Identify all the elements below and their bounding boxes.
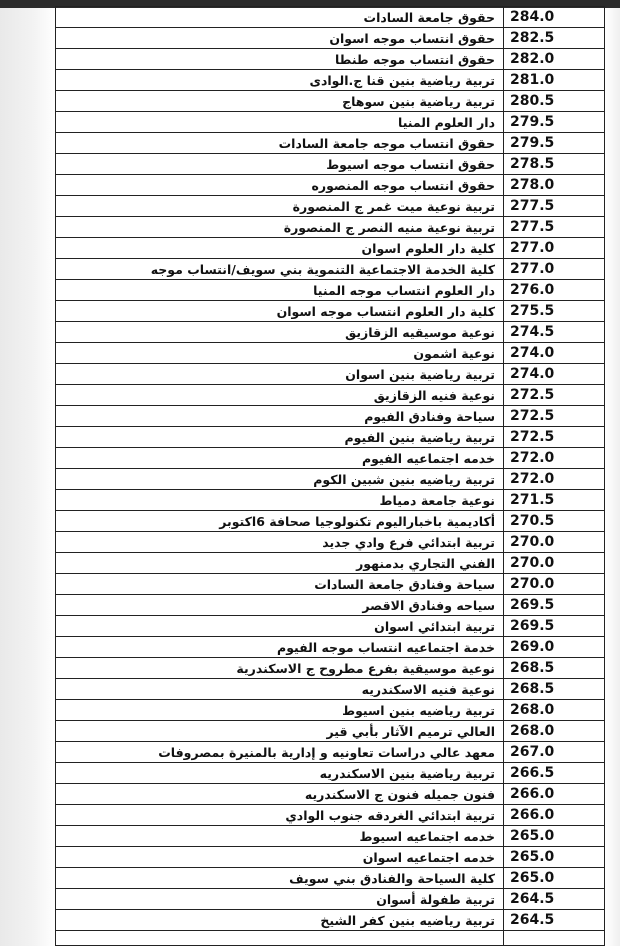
faculty-name-cell: حقوق انتساب موجه طنطا [56, 49, 504, 70]
faculty-name-cell: خدمه اجتماعيه اسوان [56, 847, 504, 868]
faculty-name-cell: تربية رياضيه بنين شبين الكوم [56, 469, 504, 490]
table-row [56, 763, 605, 784]
score-cell: 266.0 [504, 784, 605, 805]
faculty-name-cell: تربية رياضية بنين اسوان [56, 364, 504, 385]
score-cell: 282.0 [504, 49, 605, 70]
faculty-name-cell: نوعية اشمون [56, 343, 504, 364]
faculty-name-cell: أكاديمية باخباراليوم تكنولوجيا صحافة 6اكتوبر [56, 511, 504, 532]
faculty-name-cell: تربية ابتدائي فرع وادي جديد [56, 532, 504, 553]
faculty-name-cell: تربية طفولة أسوان [56, 889, 504, 910]
score-cell: 277.0 [504, 259, 605, 280]
faculty-name-cell: حقوق انتساب موجه المنصوره [56, 175, 504, 196]
faculty-name-cell: حقوق جامعة السادات [56, 7, 504, 28]
table-row [56, 742, 605, 763]
faculty-name-cell: تربية ابتدائي الغردقه جنوب الوادي [56, 805, 504, 826]
table-row [56, 301, 605, 322]
score-cell: 267.0 [504, 742, 605, 763]
table-row [56, 154, 605, 175]
score-cell: 268.5 [504, 679, 605, 700]
score-cell: 272.0 [504, 448, 605, 469]
score-cell: 276.0 [504, 280, 605, 301]
faculty-name-cell: دار العلوم انتساب موجه المنيا [56, 280, 504, 301]
faculty-name-cell: سياحه وفنادق الاقصر [56, 595, 504, 616]
table-row [56, 679, 605, 700]
table-row [56, 238, 605, 259]
score-cell: 269.0 [504, 637, 605, 658]
score-cell: 279.5 [504, 133, 605, 154]
cutoff-cell [504, 931, 605, 946]
table-row [56, 616, 605, 637]
score-cell: 274.5 [504, 322, 605, 343]
faculty-name-cell: تربية رياضية بنين الاسكندريه [56, 763, 504, 784]
faculty-name-cell: تربية رياضية بنين الفيوم [56, 427, 504, 448]
faculty-name-cell: تربية نوعية ميت غمر ج المنصورة [56, 196, 504, 217]
score-cell: 278.5 [504, 154, 605, 175]
table-row [56, 259, 605, 280]
faculty-name-cell: كلية الخدمة الاجتماعية التنموية بني سويف/انتساب موجه [56, 259, 504, 280]
faculty-name-cell: حقوق انتساب موجه جامعة السادات [56, 133, 504, 154]
document-page [55, 6, 605, 946]
table-row [56, 112, 605, 133]
table-row [56, 406, 605, 427]
table-row [56, 889, 605, 910]
score-cell: 266.0 [504, 805, 605, 826]
faculty-name-cell: تربية رياضية بنين قنا ج.الوادى [56, 70, 504, 91]
score-cell: 268.0 [504, 700, 605, 721]
faculty-name-cell: تربية رياضية بنين سوهاج [56, 91, 504, 112]
table-row [56, 280, 605, 301]
table-row [56, 322, 605, 343]
score-cell: 264.5 [504, 910, 605, 931]
faculty-name-cell: خدمه اجتماعيه اسيوط [56, 826, 504, 847]
score-cell: 279.5 [504, 112, 605, 133]
faculty-name-cell: تربية رياضيه بنين كفر الشيخ [56, 910, 504, 931]
table-row [56, 595, 605, 616]
table-row [56, 91, 605, 112]
score-cell: 272.0 [504, 469, 605, 490]
faculty-name-cell: نوعية جامعة دمياط [56, 490, 504, 511]
faculty-name-cell: العالي ترميم الآثار بأبي قير [56, 721, 504, 742]
score-cell: 264.5 [504, 889, 605, 910]
table-row [56, 490, 605, 511]
faculty-name-cell: سياحة وفنادق جامعة السادات [56, 574, 504, 595]
table-row [56, 511, 605, 532]
scores-table-body [56, 7, 605, 946]
faculty-name-cell: فنون جميله فنون ج الاسكندريه [56, 784, 504, 805]
faculty-name-cell: سياحة وفنادق الفيوم [56, 406, 504, 427]
faculty-name-cell: خدمة اجتماعيه انتساب موجه الفيوم [56, 637, 504, 658]
score-cell: 268.0 [504, 721, 605, 742]
score-cell: 271.5 [504, 490, 605, 511]
table-row [56, 175, 605, 196]
score-cell: 278.0 [504, 175, 605, 196]
cutoff-cell [56, 931, 504, 946]
table-row [56, 469, 605, 490]
score-cell: 275.5 [504, 301, 605, 322]
score-cell: 266.5 [504, 763, 605, 784]
score-cell: 277.5 [504, 217, 605, 238]
faculty-name-cell: كلية السياحة والفنادق بني سويف [56, 868, 504, 889]
score-cell: 272.5 [504, 406, 605, 427]
score-cell: 280.5 [504, 91, 605, 112]
score-cell: 272.5 [504, 385, 605, 406]
table-row [56, 700, 605, 721]
faculty-name-cell: كلية دار العلوم اسوان [56, 238, 504, 259]
faculty-name-cell: كلية دار العلوم انتساب موجه اسوان [56, 301, 504, 322]
table-row [56, 868, 605, 889]
table-row [56, 343, 605, 364]
score-cell: 284.0 [504, 7, 605, 28]
table-row [56, 385, 605, 406]
score-cell: 269.5 [504, 595, 605, 616]
score-cell: 270.0 [504, 532, 605, 553]
score-cell: 268.5 [504, 658, 605, 679]
table-row [56, 826, 605, 847]
table-row [56, 217, 605, 238]
table-row [56, 448, 605, 469]
table-row [56, 364, 605, 385]
faculty-name-cell: حقوق انتساب موجه اسوان [56, 28, 504, 49]
table-row [56, 70, 605, 91]
score-cell: 270.0 [504, 574, 605, 595]
score-cell: 277.0 [504, 238, 605, 259]
table-row [56, 28, 605, 49]
table-row [56, 784, 605, 805]
score-cell: 265.0 [504, 826, 605, 847]
left-page-margin [0, 8, 56, 946]
score-cell: 265.0 [504, 868, 605, 889]
faculty-name-cell: نوعية فنيه الزقازيق [56, 385, 504, 406]
table-row [56, 910, 605, 931]
table-row [56, 532, 605, 553]
table-row [56, 637, 605, 658]
table-row [56, 553, 605, 574]
score-cell: 265.0 [504, 847, 605, 868]
faculty-name-cell: نوعية موسيقية بفرع مطروح ج الاسكندرية [56, 658, 504, 679]
score-cell: 269.5 [504, 616, 605, 637]
table-row [56, 847, 605, 868]
table-row [56, 805, 605, 826]
score-cell: 272.5 [504, 427, 605, 448]
score-cell: 270.0 [504, 553, 605, 574]
faculty-name-cell: تربية رياضيه بنين اسيوط [56, 700, 504, 721]
faculty-name-cell: حقوق انتساب موجه اسيوط [56, 154, 504, 175]
scores-table [55, 6, 605, 946]
table-row [56, 7, 605, 28]
table-row [56, 427, 605, 448]
score-cell: 281.0 [504, 70, 605, 91]
right-page-margin [606, 8, 620, 946]
faculty-name-cell: دار العلوم المنيا [56, 112, 504, 133]
faculty-name-cell: تربية نوعية منيه النصر ج المنصورة [56, 217, 504, 238]
table-row-cutoff [56, 931, 605, 946]
score-cell: 282.5 [504, 28, 605, 49]
table-row [56, 658, 605, 679]
faculty-name-cell: نوعية فنيه الاسكندريه [56, 679, 504, 700]
table-row [56, 196, 605, 217]
faculty-name-cell: نوعية موسيقيه الزقازيق [56, 322, 504, 343]
score-cell: 277.5 [504, 196, 605, 217]
faculty-name-cell: خدمه اجتماعيه الفيوم [56, 448, 504, 469]
faculty-name-cell: معهد عالي دراسات تعاونيه و إدارية بالمنيرة بمصروفات [56, 742, 504, 763]
table-row [56, 721, 605, 742]
table-row [56, 133, 605, 154]
faculty-name-cell: تربية ابتدائي اسوان [56, 616, 504, 637]
faculty-name-cell: الفني التجاري بدمنهور [56, 553, 504, 574]
score-cell: 274.0 [504, 343, 605, 364]
table-row [56, 49, 605, 70]
score-cell: 270.5 [504, 511, 605, 532]
table-row [56, 574, 605, 595]
score-cell: 274.0 [504, 364, 605, 385]
